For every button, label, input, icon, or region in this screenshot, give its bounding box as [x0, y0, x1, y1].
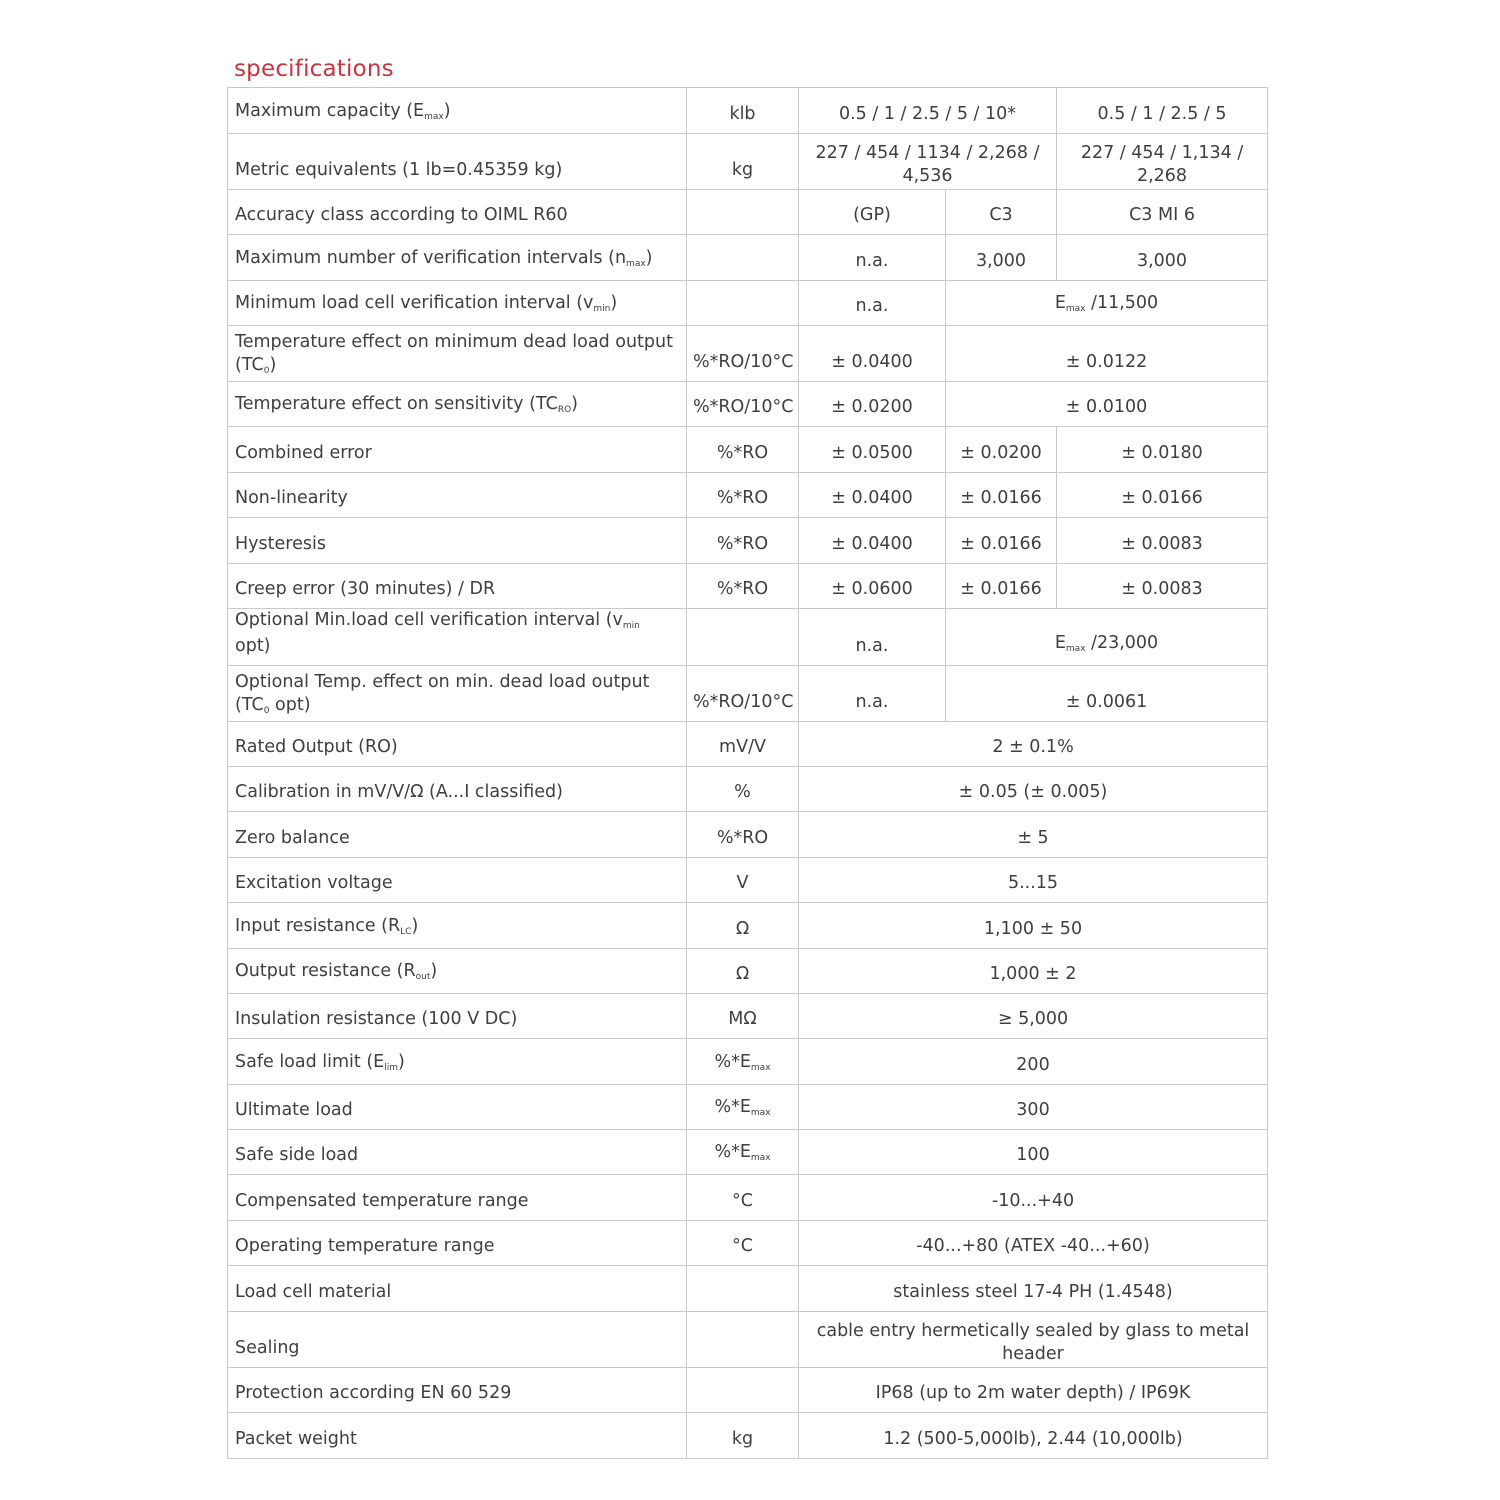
- row-unit: °C: [687, 1221, 799, 1266]
- table-row: [228, 1175, 1268, 1221]
- row-unit: Ω: [687, 949, 799, 994]
- table-row: [228, 903, 1268, 949]
- row-label: Minimum load cell verification interval (vmin): [228, 281, 687, 326]
- row-value: 1.2 (500-5,000lb), 2.44 (10,000lb): [799, 1413, 1268, 1459]
- table-row: [228, 1039, 1268, 1085]
- row-label: Creep error (30 minutes) / DR: [228, 564, 687, 609]
- row-unit: %: [687, 767, 799, 812]
- table-row: [228, 666, 1268, 722]
- row-unit: [687, 235, 799, 281]
- table-row: [228, 1266, 1268, 1312]
- row-value: ± 0.0166: [946, 518, 1057, 564]
- row-unit: %*RO: [687, 812, 799, 858]
- row-unit: %*Emax: [687, 1039, 799, 1085]
- row-value: Emax /11,500: [946, 281, 1268, 326]
- row-value: n.a.: [799, 666, 946, 722]
- row-label: Protection according EN 60 529: [228, 1368, 687, 1413]
- row-label: Temperature effect on minimum dead load output (TC0): [228, 326, 687, 382]
- table-row: [228, 326, 1268, 382]
- row-value: n.a.: [799, 609, 946, 666]
- row-value: ± 0.0061: [946, 666, 1268, 722]
- row-label: Maximum number of verification intervals (nmax): [228, 235, 687, 281]
- row-unit: kg: [687, 1413, 799, 1459]
- row-unit: %*RO: [687, 473, 799, 518]
- row-value: n.a.: [799, 235, 946, 281]
- row-value: 227 / 454 / 1134 / 2,268 / 4,536: [799, 134, 1057, 190]
- row-value: n.a.: [799, 281, 946, 326]
- row-unit: %*RO: [687, 427, 799, 473]
- row-unit: [687, 1312, 799, 1368]
- row-value: ± 0.0083: [1057, 518, 1268, 564]
- table-row: [228, 518, 1268, 564]
- row-value: cable entry hermetically sealed by glass to metal header: [799, 1312, 1268, 1368]
- row-unit: kg: [687, 134, 799, 190]
- row-value: stainless steel 17-4 PH (1.4548): [799, 1266, 1268, 1312]
- row-value: 2 ± 0.1%: [799, 722, 1268, 767]
- row-unit: [687, 1266, 799, 1312]
- row-value: (GP): [799, 190, 946, 235]
- row-unit: %*Emax: [687, 1130, 799, 1175]
- row-label: Output resistance (Rout): [228, 949, 687, 994]
- row-label: Optional Min.load cell verification interval (vmin opt): [228, 609, 687, 666]
- row-label: Combined error: [228, 427, 687, 473]
- row-label: Load cell material: [228, 1266, 687, 1312]
- table-row: [228, 235, 1268, 281]
- table-row: [228, 994, 1268, 1039]
- table-row: [228, 812, 1268, 858]
- row-unit: Ω: [687, 903, 799, 949]
- table-row: [228, 609, 1268, 666]
- table-row: [228, 88, 1268, 134]
- row-value: C3 MI 6: [1057, 190, 1268, 235]
- row-value: ± 0.0166: [946, 564, 1057, 609]
- row-value: ± 0.0180: [1057, 427, 1268, 473]
- row-label: Optional Temp. effect on min. dead load output (TC0 opt): [228, 666, 687, 722]
- row-unit: %*RO/10°C: [687, 326, 799, 382]
- row-value: ± 0.0400: [799, 473, 946, 518]
- table-row: [228, 134, 1268, 190]
- row-label: Rated Output (RO): [228, 722, 687, 767]
- table-row: [228, 767, 1268, 812]
- row-label: Metric equivalents (1 lb=0.45359 kg): [228, 134, 687, 190]
- page-title: specifications: [234, 56, 394, 82]
- row-unit: %*RO/10°C: [687, 382, 799, 427]
- table-row: [228, 858, 1268, 903]
- row-value: -10...+40: [799, 1175, 1268, 1221]
- row-value: ± 0.0200: [946, 427, 1057, 473]
- specifications-table: [227, 87, 1268, 1459]
- table-row: [228, 564, 1268, 609]
- row-value: 0.5 / 1 / 2.5 / 5 / 10*: [799, 88, 1057, 134]
- row-label: Insulation resistance (100 V DC): [228, 994, 687, 1039]
- row-unit: [687, 190, 799, 235]
- row-value: 5...15: [799, 858, 1268, 903]
- table-row: [228, 949, 1268, 994]
- row-value: ± 0.0083: [1057, 564, 1268, 609]
- row-value: ± 0.0500: [799, 427, 946, 473]
- row-value: ± 0.0400: [799, 326, 946, 382]
- row-label: Input resistance (RLC): [228, 903, 687, 949]
- row-value: ± 0.0166: [1057, 473, 1268, 518]
- row-label: Accuracy class according to OIML R60: [228, 190, 687, 235]
- table-row: [228, 1085, 1268, 1130]
- row-label: Ultimate load: [228, 1085, 687, 1130]
- row-unit: %*RO: [687, 564, 799, 609]
- table-row: [228, 427, 1268, 473]
- row-unit: [687, 1368, 799, 1413]
- row-value: 300: [799, 1085, 1268, 1130]
- row-unit: [687, 281, 799, 326]
- table-row: [228, 1221, 1268, 1266]
- table-row: [228, 473, 1268, 518]
- row-value: 227 / 454 / 1,134 / 2,268: [1057, 134, 1268, 190]
- row-value: ± 0.0400: [799, 518, 946, 564]
- row-value: 3,000: [1057, 235, 1268, 281]
- table-row: [228, 382, 1268, 427]
- table-row: [228, 1312, 1268, 1368]
- row-label: Temperature effect on sensitivity (TCRO): [228, 382, 687, 427]
- row-label: Zero balance: [228, 812, 687, 858]
- table-row: [228, 1413, 1268, 1459]
- row-value: ± 0.0122: [946, 326, 1268, 382]
- row-value: 0.5 / 1 / 2.5 / 5: [1057, 88, 1268, 134]
- row-unit: %*RO: [687, 518, 799, 564]
- table-row: [228, 281, 1268, 326]
- row-label: Safe side load: [228, 1130, 687, 1175]
- row-value: 200: [799, 1039, 1268, 1085]
- row-value: 100: [799, 1130, 1268, 1175]
- row-value: ± 0.0166: [946, 473, 1057, 518]
- row-label: Hysteresis: [228, 518, 687, 564]
- row-label: Sealing: [228, 1312, 687, 1368]
- row-label: Compensated temperature range: [228, 1175, 687, 1221]
- row-unit: mV/V: [687, 722, 799, 767]
- row-value: C3: [946, 190, 1057, 235]
- table-row: [228, 190, 1268, 235]
- row-label: Packet weight: [228, 1413, 687, 1459]
- row-unit: %*Emax: [687, 1085, 799, 1130]
- row-unit: MΩ: [687, 994, 799, 1039]
- row-value: ≥ 5,000: [799, 994, 1268, 1039]
- row-value: ± 0.0200: [799, 382, 946, 427]
- table-row: [228, 1130, 1268, 1175]
- row-value: 1,000 ± 2: [799, 949, 1268, 994]
- row-label: Safe load limit (Elim): [228, 1039, 687, 1085]
- row-label: Maximum capacity (Emax): [228, 88, 687, 134]
- row-value: ± 0.05 (± 0.005): [799, 767, 1268, 812]
- row-value: ± 0.0600: [799, 564, 946, 609]
- row-label: Excitation voltage: [228, 858, 687, 903]
- row-label: Operating temperature range: [228, 1221, 687, 1266]
- row-value: IP68 (up to 2m water depth) / IP69K: [799, 1368, 1268, 1413]
- row-unit: klb: [687, 88, 799, 134]
- row-value: ± 5: [799, 812, 1268, 858]
- row-value: -40...+80 (ATEX -40...+60): [799, 1221, 1268, 1266]
- row-value: 3,000: [946, 235, 1057, 281]
- row-value: Emax /23,000: [946, 609, 1268, 666]
- row-unit: °C: [687, 1175, 799, 1221]
- row-value: 1,100 ± 50: [799, 903, 1268, 949]
- row-unit: %*RO/10°C: [687, 666, 799, 722]
- table-row: [228, 1368, 1268, 1413]
- row-label: Calibration in mV/V/Ω (A...I classified): [228, 767, 687, 812]
- row-value: ± 0.0100: [946, 382, 1268, 427]
- table-row: [228, 722, 1268, 767]
- row-unit: V: [687, 858, 799, 903]
- row-label: Non-linearity: [228, 473, 687, 518]
- row-unit: [687, 609, 799, 666]
